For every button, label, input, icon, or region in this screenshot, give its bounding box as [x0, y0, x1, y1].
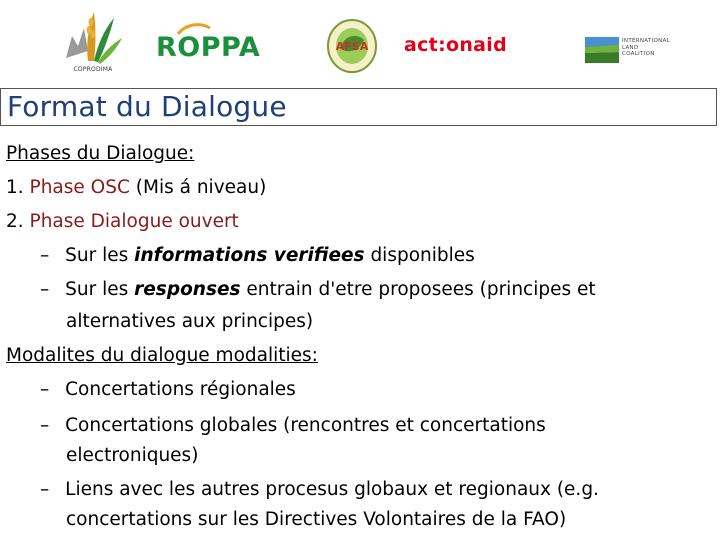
list-item-1-number: 1.	[6, 177, 24, 198]
actionaid-wordmark: act:onaid	[404, 34, 507, 56]
modalite-item-1-text: Concertations régionales	[65, 379, 296, 400]
sub-item-2-post: entrain d'etre proposees (principes et	[240, 279, 596, 300]
ilc-text-line2: LAND	[622, 44, 639, 51]
coprodima-logo-icon	[58, 6, 128, 66]
coprodima-caption: COPRODIMA	[73, 66, 113, 73]
sub-item-1-post: disponibles	[364, 245, 475, 266]
list-item-2-number: 2.	[6, 211, 24, 232]
svg-text:AFSA: AFSA	[335, 40, 369, 53]
page-title: Format du Dialogue	[7, 90, 287, 123]
sub-item-1-pre: Sur les	[65, 245, 135, 266]
modalite-item-3	[40, 478, 599, 502]
ilc-text-line1: INTERNATIONAL	[622, 38, 670, 44]
sub-item-1-dash: –	[40, 245, 50, 266]
modalite-item-2-continuation: electroniques)	[66, 445, 199, 466]
modalite-item-3-dash: –	[40, 479, 50, 500]
ilc-text	[622, 38, 670, 58]
sub-item-1-emphasis: informations verifiees	[134, 245, 365, 266]
list-item-2-label: Phase Dialogue ouvert	[29, 211, 239, 232]
ilc-logo	[584, 36, 680, 66]
sub-item-2-emphasis: responses	[134, 279, 241, 300]
list-item-1-label: Phase OSC	[29, 177, 130, 198]
modalite-item-2	[40, 414, 546, 438]
afsa-logo	[326, 18, 378, 74]
list-item-2	[6, 210, 239, 234]
modalite-item-2-dash: –	[40, 415, 50, 436]
modalite-item-1-dash: –	[40, 379, 50, 400]
modalite-item-3-continuation: concertations sur les Directives Volontaires de la FAO)	[66, 509, 567, 530]
modalite-item-2-text: Concertations globales (rencontres et concertations	[65, 415, 546, 436]
sub-item-2	[40, 278, 596, 302]
sub-item-2-pre: Sur les	[65, 279, 135, 300]
modalites-heading: Modalites du dialogue modalities:	[6, 345, 318, 366]
modalite-item-3-text: Liens avec les autres procesus globaux et regionaux (e.g.	[65, 479, 599, 500]
ilc-text-line3: COALITION	[622, 51, 655, 57]
list-item-1	[6, 176, 266, 200]
actionaid-logo	[404, 34, 534, 58]
partner-logos-bar	[0, 0, 720, 88]
sub-item-2-dash: –	[40, 279, 50, 300]
coprodima-logo	[58, 6, 128, 80]
modalite-item-1	[40, 378, 296, 402]
roppa-wordmark: ROPPA	[156, 32, 261, 63]
list-item-1-rest: (Mis á niveau)	[129, 177, 267, 198]
title-bar	[0, 88, 717, 126]
afsa-circle-logo-icon	[326, 18, 378, 74]
ilc-landscape-logo-icon	[584, 36, 620, 64]
sub-item-2-continuation: alternatives aux principes)	[66, 311, 314, 332]
phases-heading: Phases du Dialogue:	[6, 143, 195, 164]
roppa-logo	[156, 22, 272, 70]
sub-item-1	[40, 244, 475, 268]
